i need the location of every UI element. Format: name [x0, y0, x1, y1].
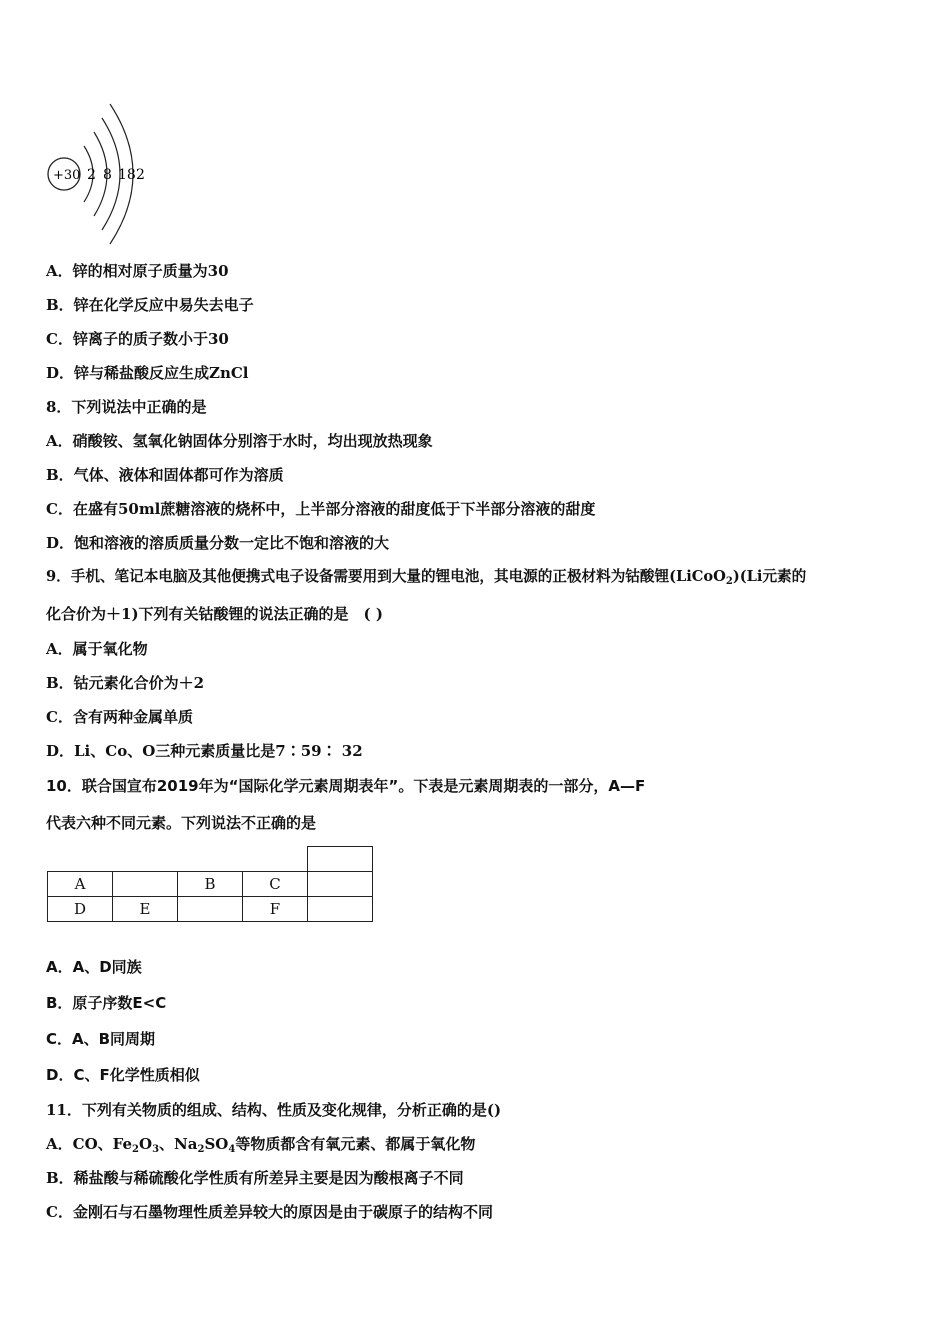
q9-option-a: A．属于氧化物: [46, 640, 148, 658]
q11-a-sub3: 2: [197, 1144, 205, 1155]
q11-a-sub1: 2: [132, 1144, 139, 1155]
table-cell: [48, 847, 113, 872]
q7-option-a: A．锌的相对原子质量为30: [46, 262, 229, 280]
q11-a-sub2: 3: [152, 1144, 160, 1155]
q7-option-b: B．锌在化学反应中易失去电子: [46, 296, 254, 314]
q11-option-c: C．金刚石与石墨物理性质差异较大的原因是由于碳原子的结构不同: [46, 1203, 493, 1221]
q10-option-d: D．C、F化学性质相似: [46, 1066, 200, 1084]
q11-a-suffix: 等物质都含有氧元素、都属于氧化物: [235, 1135, 476, 1153]
table-cell: [308, 872, 373, 897]
q10-option-a: A．A、D同族: [46, 958, 142, 976]
q9-stem-line1-a: 9．手机、笔记本电脑及其他便携式电子设备需要用到大量的锂电池，其电源的正极材料为钴酸锂(LiCoO: [46, 568, 726, 585]
table-row: [48, 872, 373, 897]
zinc-atom-structure-diagram: [44, 100, 164, 250]
shell-electrons-1: 2: [87, 167, 96, 183]
q10-stem-line1: 10．联合国宣布2019年为“国际化学元素周期表年”。下表是元素周期表的一部分，A—F: [46, 777, 646, 795]
shell-electrons-4: 2: [136, 167, 145, 183]
q11-a-sub4: 4: [228, 1144, 236, 1155]
shell-electrons-2: 8: [103, 167, 112, 183]
table-cell: [308, 847, 373, 872]
q10-stem-line2: 代表六种不同元素。下列说法不正确的是: [46, 814, 317, 832]
q8-stem: 8．下列说法中正确的是: [46, 398, 207, 416]
table-cell: [113, 847, 178, 872]
table-cell: [308, 897, 373, 922]
q9-stem-line1: [46, 567, 806, 587]
q11-a-mid2: 、Na: [159, 1135, 198, 1153]
q11-option-a: [46, 1134, 475, 1154]
table-row: [48, 897, 373, 922]
table-cell: [178, 847, 243, 872]
table-cell: C: [243, 872, 308, 897]
periodic-table-fragment: [47, 846, 373, 922]
q11-a-mid3: SO: [204, 1135, 229, 1153]
table-cell: [243, 847, 308, 872]
q11-a-mid1: O: [139, 1135, 153, 1153]
q9-option-c: C．含有两种金属单质: [46, 708, 193, 726]
table-cell: E: [113, 897, 178, 922]
q8-option-c: C．在盛有50ml蔗糖溶液的烧杯中，上半部分溶液的甜度低于下半部分溶液的甜度: [46, 500, 596, 518]
table-cell: B: [178, 872, 243, 897]
q8-option-d: D．饱和溶液的溶质质量分数一定比不饱和溶液的大: [46, 534, 390, 552]
q7-option-c: C．锌离子的质子数小于30: [46, 330, 229, 348]
table-cell: [113, 872, 178, 897]
table-cell: [178, 897, 243, 922]
table-cell: F: [243, 897, 308, 922]
q8-option-b: B．气体、液体和固体都可作为溶质: [46, 466, 284, 484]
shell-electrons-3: 18: [118, 167, 136, 183]
q7-option-d: D．锌与稀盐酸反应生成ZnCl: [46, 364, 249, 382]
q9-option-d: D．Li、Co、O三种元素质量比是7∶59∶ 32: [46, 742, 363, 760]
q9-option-b: B．钴元素化合价为＋2: [46, 674, 205, 692]
q10-option-c: C．A、B同周期: [46, 1030, 156, 1048]
q11-stem: 11．下列有关物质的组成、结构、性质及变化规律，分析正确的是(): [46, 1101, 502, 1119]
q11-option-b: B．稀盐酸与稀硫酸化学性质有所差异主要是因为酸根离子不同: [46, 1169, 464, 1187]
q8-option-a: A．硝酸铵、氢氧化钠固体分别溶于水时，均出现放热现象: [46, 432, 433, 450]
q11-a-prefix: A．CO、Fe: [46, 1135, 133, 1153]
nucleus-charge: +30: [53, 168, 81, 183]
table-cell: A: [48, 872, 113, 897]
q9-stem-line2: 化合价为＋1)下列有关钴酸锂的说法正确的是 ( ): [46, 605, 383, 623]
q10-option-b: B．原子序数E<C: [46, 994, 167, 1012]
table-cell: D: [48, 897, 113, 922]
q9-stem-subscript: 2: [725, 576, 733, 587]
q9-stem-line1-b: )(Li元素的: [732, 568, 807, 585]
table-row-top: [48, 847, 373, 872]
